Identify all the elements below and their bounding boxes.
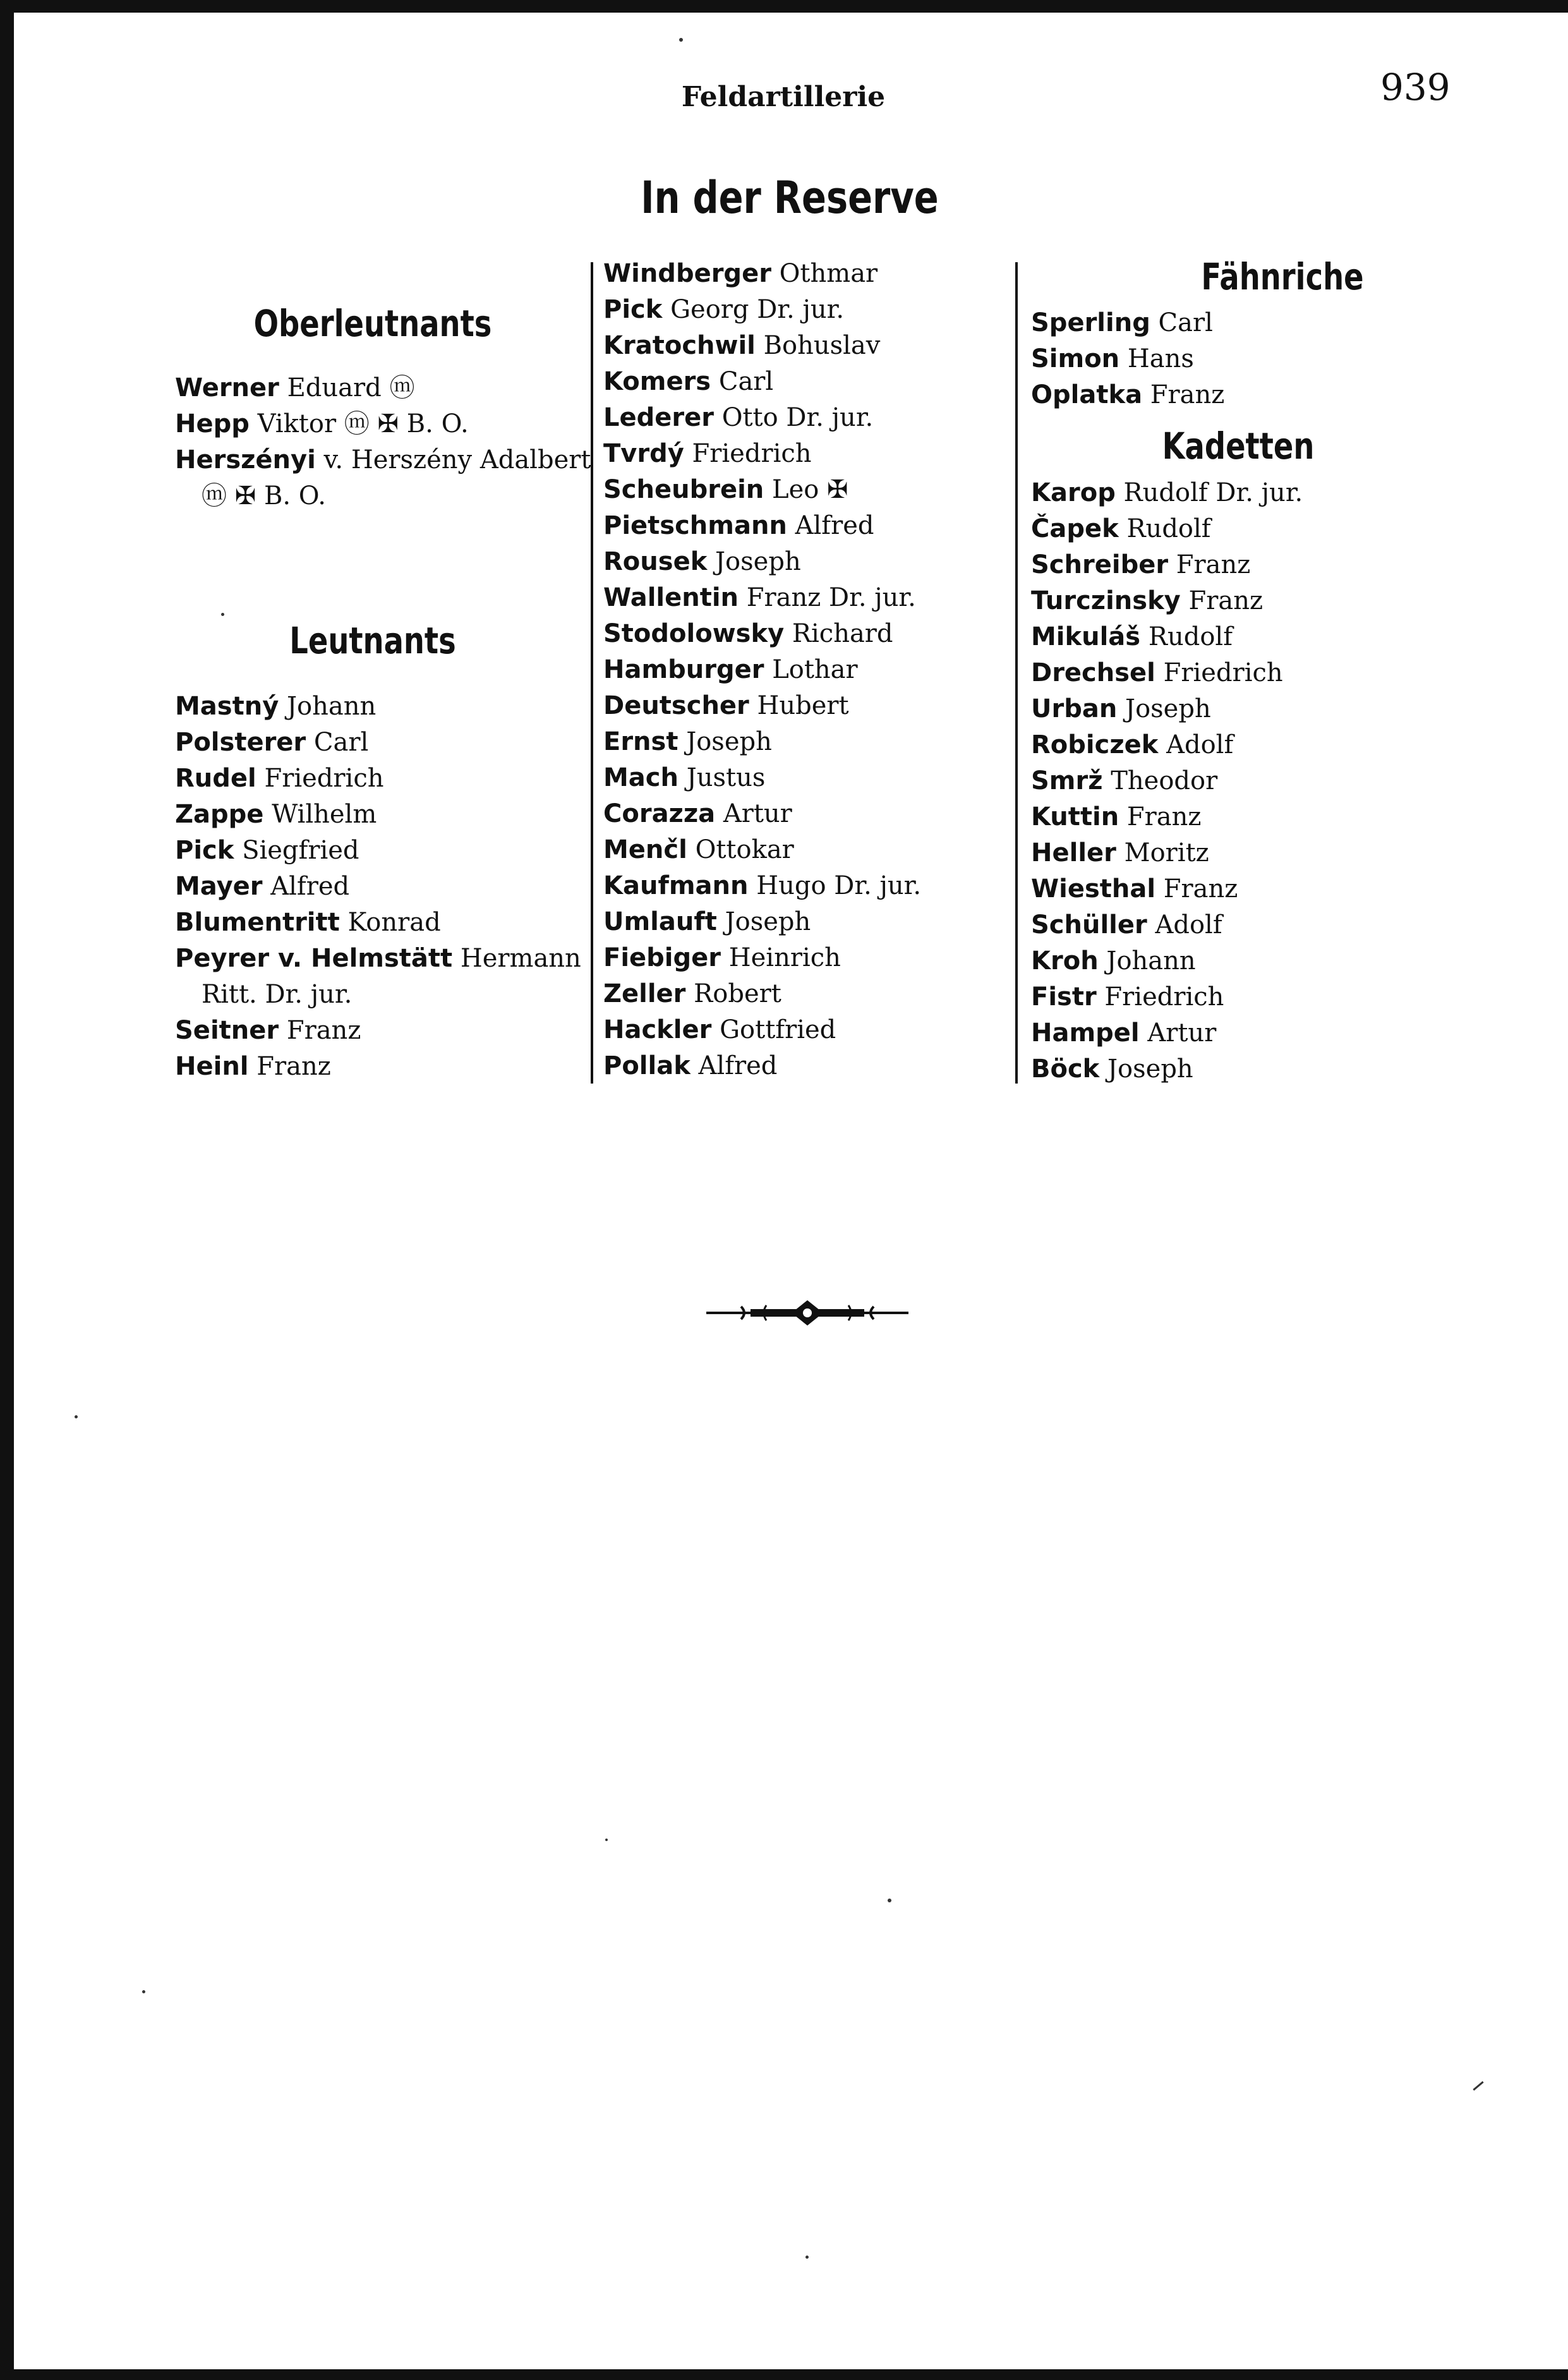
surname: Wallentin <box>603 583 739 612</box>
surname: Smrž <box>1031 766 1103 795</box>
name-entry <box>603 616 921 652</box>
surname: Peyrer v. Helmstätt <box>175 944 453 973</box>
name-entry <box>603 1048 921 1084</box>
name-entry <box>175 442 591 478</box>
name-entry <box>1031 511 1303 547</box>
given-name-and-honours: Franz <box>286 1016 361 1045</box>
surname: Stodolowsky <box>603 619 785 648</box>
given-name-and-honours: Joseph <box>686 727 772 756</box>
given-name-and-honours: Joseph <box>715 547 801 576</box>
given-name-and-honours: Alfred <box>270 872 350 901</box>
column-rule-left <box>591 262 593 1084</box>
name-entry <box>603 1012 921 1048</box>
given-name-and-honours: Joseph <box>725 907 811 936</box>
surname: Fistr <box>1031 982 1097 1012</box>
name-entry <box>175 869 581 905</box>
name-entry <box>1031 305 1224 341</box>
surname: Pick <box>175 836 234 865</box>
name-entry <box>175 797 581 833</box>
reserve-list-middle <box>603 256 921 1084</box>
oberleutnants-list <box>175 370 591 514</box>
surname: Mach <box>603 763 678 792</box>
name-entry <box>603 652 921 688</box>
name-entry <box>175 406 591 442</box>
scan-edge-top <box>0 0 1568 13</box>
name-entry <box>175 370 591 406</box>
surname: Oplatka <box>1031 380 1143 409</box>
surname: Schüller <box>1031 910 1147 939</box>
surname: Kroh <box>1031 946 1099 976</box>
given-name-and-honours: Johann <box>1106 946 1196 976</box>
surname: Sperling <box>1031 308 1150 337</box>
given-name-and-honours: Konrad <box>347 908 441 937</box>
given-name-and-honours: Artur <box>723 799 792 828</box>
heading-leutnants: Leutnants <box>289 619 456 662</box>
given-name-and-honours: Otto Dr. jur. <box>721 403 874 432</box>
name-entry <box>175 833 581 869</box>
kadetten-list <box>1031 475 1303 1087</box>
surname: Karop <box>1031 478 1116 507</box>
name-entry <box>1031 475 1303 511</box>
given-name-and-honours: Franz <box>1188 586 1263 615</box>
surname: Corazza <box>603 799 716 828</box>
running-title: Feldartillerie <box>681 81 886 113</box>
given-name-and-honours: Carl <box>718 367 774 396</box>
surname: Windberger <box>603 259 771 288</box>
page-number: 939 <box>1380 66 1450 109</box>
given-name-and-honours: v. Herszény Adalbert <box>323 445 591 474</box>
name-entry <box>175 725 581 761</box>
name-entry <box>603 292 921 328</box>
surname: Seitner <box>175 1016 279 1045</box>
surname: Polsterer <box>175 728 306 757</box>
section-title: In der Reserve <box>641 172 939 224</box>
surname: Simon <box>1031 344 1120 373</box>
name-entry <box>603 868 921 904</box>
surname: Pietschmann <box>603 511 787 540</box>
surname: Turczinsky <box>1031 586 1181 615</box>
surname: Kaufmann <box>603 871 749 900</box>
surname: Hepp <box>175 409 250 438</box>
surname: Pollak <box>603 1051 691 1080</box>
name-entry <box>1031 871 1303 907</box>
name-entry <box>1031 727 1303 763</box>
given-name-and-honours: Franz <box>1126 802 1202 831</box>
name-entry <box>175 941 581 977</box>
surname: Schreiber <box>1031 550 1169 579</box>
given-name-and-honours: Hermann <box>460 944 581 973</box>
name-entry <box>175 689 581 725</box>
given-name-and-honours: Friedrich <box>692 439 812 468</box>
surname: Zappe <box>175 800 264 829</box>
given-name-and-honours: Lothar <box>772 655 858 684</box>
surname: Hamburger <box>603 655 764 684</box>
surname: Herszényi <box>175 445 316 474</box>
given-name-and-honours: Othmar <box>779 259 878 288</box>
given-name-and-honours: Alfred <box>698 1051 778 1080</box>
given-name-and-honours: Friedrich <box>1163 658 1283 687</box>
given-name-and-honours: Ritt. Dr. jur. <box>202 980 353 1009</box>
given-name-and-honours: Franz <box>1163 874 1238 903</box>
name-entry <box>1031 979 1303 1015</box>
ornament-divider <box>706 1294 908 1332</box>
given-name-and-honours: Moritz <box>1124 838 1209 867</box>
surname: Menčl <box>603 835 687 864</box>
name-entry <box>603 940 921 976</box>
name-entry <box>603 976 921 1012</box>
surname: Mastný <box>175 692 279 721</box>
surname: Zeller <box>603 979 686 1008</box>
given-name-and-honours: Wilhelm <box>272 800 377 829</box>
surname: Pick <box>603 295 663 324</box>
surname: Komers <box>603 367 711 396</box>
name-entry <box>175 1013 581 1049</box>
name-entry <box>1031 655 1303 691</box>
given-name-and-honours: Theodor <box>1111 766 1218 795</box>
surname: Rousek <box>603 547 708 576</box>
given-name-and-honours: Rudolf <box>1148 622 1233 651</box>
given-name-and-honours: Friedrich <box>1104 982 1224 1012</box>
name-entry <box>1031 907 1303 943</box>
name-entry <box>603 364 921 400</box>
name-entry <box>603 688 921 724</box>
surname: Scheubrein <box>603 475 764 504</box>
given-name-and-honours: Hubert <box>757 691 849 720</box>
given-name-and-honours: Adolf <box>1155 910 1222 939</box>
name-entry <box>1031 835 1303 871</box>
surname: Hampel <box>1031 1018 1140 1048</box>
name-entry <box>175 761 581 797</box>
surname: Mayer <box>175 872 263 901</box>
name-entry <box>175 1049 581 1085</box>
given-name-and-honours: Joseph <box>1107 1054 1193 1084</box>
name-entry <box>1031 799 1303 835</box>
name-entry <box>603 508 921 544</box>
surname: Robiczek <box>1031 730 1159 759</box>
name-entry <box>603 904 921 940</box>
given-name-and-honours: Franz <box>256 1052 331 1081</box>
given-name-and-honours: Adolf <box>1166 730 1234 759</box>
surname: Kuttin <box>1031 802 1119 831</box>
given-name-and-honours: Robert <box>694 979 781 1008</box>
given-name-and-honours: Rudolf <box>1126 514 1211 543</box>
surname: Umlauft <box>603 907 717 936</box>
name-entry <box>1031 341 1224 377</box>
scan-edge-bottom <box>0 2369 1568 2380</box>
given-name-and-honours: Hans <box>1127 344 1194 373</box>
given-name-and-honours: Friedrich <box>264 764 384 793</box>
heading-oberleutnants: Oberleutnants <box>253 302 492 345</box>
given-name-and-honours: Carl <box>313 728 369 757</box>
surname: Blumentritt <box>175 908 340 937</box>
surname: Wiesthal <box>1031 874 1156 903</box>
leutnants-list <box>175 689 581 1085</box>
surname: Urban <box>1031 694 1118 723</box>
surname: Kratochwil <box>603 331 756 360</box>
given-name-and-honours: Bohuslav <box>763 331 881 360</box>
given-name-and-honours: Alfred <box>795 511 874 540</box>
given-name-and-honours: Hugo Dr. jur. <box>756 871 922 900</box>
given-name-and-honours: Rudolf Dr. jur. <box>1123 478 1303 507</box>
name-entry <box>1031 377 1224 413</box>
given-name-and-honours: Artur <box>1147 1018 1217 1048</box>
surname: Mikuláš <box>1031 622 1141 651</box>
name-entry <box>603 256 921 292</box>
surname: Fiebiger <box>603 943 721 972</box>
given-name-and-honours: Gottfried <box>720 1015 836 1044</box>
given-name-and-honours: Franz <box>1176 550 1251 579</box>
given-name-and-honours: Johann <box>287 692 377 721</box>
surname: Heller <box>1031 838 1116 867</box>
surname: Deutscher <box>603 691 749 720</box>
name-entry <box>603 544 921 580</box>
given-name-and-honours: Leo ✠ <box>772 475 848 504</box>
name-entry <box>175 977 581 1013</box>
name-entry <box>175 478 591 514</box>
given-name-and-honours: Georg Dr. jur. <box>670 295 845 324</box>
surname: Hackler <box>603 1015 712 1044</box>
name-entry <box>1031 1015 1303 1051</box>
surname: Ernst <box>603 727 678 756</box>
given-name-and-honours: Joseph <box>1125 694 1211 723</box>
name-entry <box>1031 691 1303 727</box>
name-entry <box>603 436 921 472</box>
surname: Rudel <box>175 764 256 793</box>
surname: Čapek <box>1031 514 1119 543</box>
given-name-and-honours: Richard <box>792 619 893 648</box>
given-name-and-honours: Franz <box>1150 380 1225 409</box>
name-entry <box>1031 943 1303 979</box>
given-name-and-honours: Eduard ⓜ <box>287 373 415 402</box>
heading-faehnriche: Fähnriche <box>1201 255 1364 298</box>
name-entry <box>603 760 921 796</box>
name-entry <box>175 905 581 941</box>
scan-edge-left <box>0 0 14 2380</box>
name-entry <box>603 400 921 436</box>
name-entry <box>1031 583 1303 619</box>
heading-kadetten: Kadetten <box>1162 425 1315 468</box>
name-entry <box>1031 619 1303 655</box>
faehnriche-list <box>1031 305 1224 413</box>
surname: Lederer <box>603 403 714 432</box>
given-name-and-honours: Siegfried <box>242 836 359 865</box>
given-name-and-honours: ⓜ ✠ B. O. <box>202 481 326 510</box>
surname: Böck <box>1031 1054 1100 1084</box>
surname: Heinl <box>175 1052 249 1081</box>
name-entry <box>603 724 921 760</box>
name-entry <box>603 832 921 868</box>
name-entry <box>1031 763 1303 799</box>
given-name-and-honours: Franz Dr. jur. <box>746 583 916 612</box>
column-rule-right <box>1015 262 1018 1084</box>
surname: Werner <box>175 373 279 402</box>
name-entry <box>1031 547 1303 583</box>
given-name-and-honours: Viktor ⓜ ✠ B. O. <box>257 409 469 438</box>
given-name-and-honours: Ottokar <box>695 835 794 864</box>
surname: Drechsel <box>1031 658 1155 687</box>
given-name-and-honours: Justus <box>686 763 766 792</box>
given-name-and-honours: Carl <box>1158 308 1213 337</box>
name-entry <box>603 472 921 508</box>
given-name-and-honours: Heinrich <box>728 943 841 972</box>
name-entry <box>1031 1051 1303 1087</box>
surname: Tvrdý <box>603 439 684 468</box>
name-entry <box>603 580 921 616</box>
name-entry <box>603 328 921 364</box>
name-entry <box>603 796 921 832</box>
